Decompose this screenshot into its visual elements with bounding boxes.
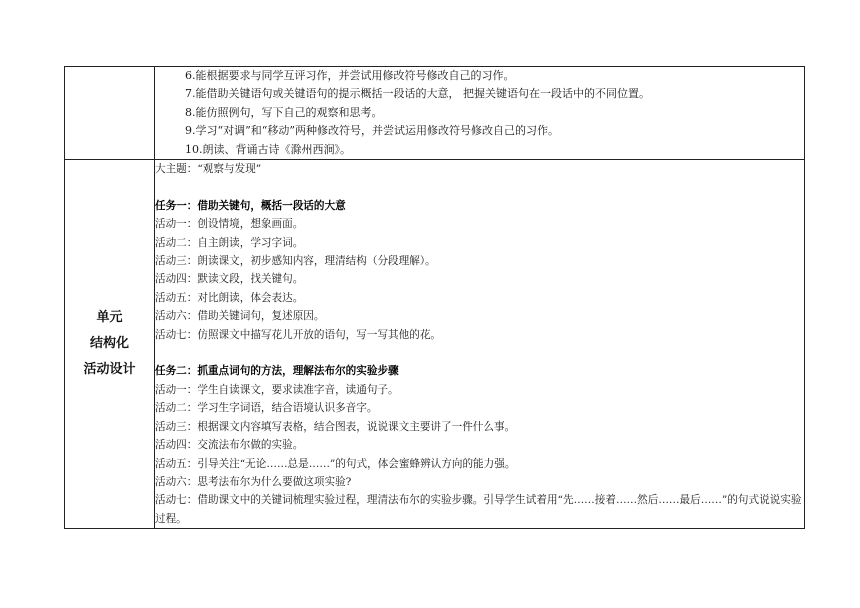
task1-title: 任务一：借助关键句，概括一段话的大意: [155, 199, 346, 212]
spacer: [155, 178, 804, 196]
goal-item: 6.能根据要求与同学互评习作，并尝试用修改符号修改自己的习作。: [185, 69, 515, 82]
task1-activity: 活动一：创设情境，想象画面。: [155, 218, 304, 231]
design-label-line: 结构化: [89, 336, 129, 352]
design-label-line: 活动设计: [83, 362, 136, 378]
goal-item: 9.学习“对调”和“移动”两种修改符号，并尝试运用修改符号修改自己的习作。: [185, 124, 559, 138]
task2-activity: 活动四：交流法布尔做的实验。: [155, 439, 304, 452]
activity-design-table: [64, 66, 805, 529]
design-row: [65, 160, 805, 529]
goal-item: 7.能借助关键语句或关键语句的提示概括一段话的大意， 把握关键语句在一段话中的不同位置。: [185, 87, 650, 101]
spacer: [155, 344, 804, 362]
task2-activity: 活动五：引导关注“无论……总是……”的句式，体会蜜蜂辨认方向的能力强。: [155, 457, 516, 470]
theme-title: 大主题：“观察与发现”: [155, 163, 262, 176]
task1-activity: 活动五：对比朗读，体会表达。: [155, 291, 304, 304]
goals-row: [65, 67, 805, 160]
goals-cell: [155, 67, 805, 160]
task2-activity: 活动七：借助课文中的关键词梳理实验过程，理清法布尔的实验步骤。引导学生试着用“先……接着……然后……最后……”的句式说说实验过程。: [155, 494, 802, 525]
task2-activity: 活动六：思考法布尔为什么要做这项实验?: [155, 475, 352, 488]
design-label-cell: [65, 160, 155, 529]
task1-activity: 活动六：借助关键词句，复述原因。: [155, 310, 325, 323]
goal-item: 10.朗读、背诵古诗《滁州西涧》。: [185, 142, 351, 156]
design-label-line: 单元: [96, 310, 123, 326]
task2-activity: 活动三：根据课文内容填写表格，结合图表，说说课文主要讲了一件什么事。: [155, 420, 516, 433]
goals-label-cell: [65, 67, 155, 160]
task1-activity: 活动七：仿照课文中描写花儿开放的语句，写一写其他的花。: [155, 328, 442, 341]
task1-activity: 活动二：自主朗读，学习字词。: [155, 236, 304, 249]
design-content-cell: [155, 160, 805, 529]
goal-item: 8.能仿照例句，写下自己的观察和思考。: [185, 105, 383, 119]
task1-activity: 活动三：朗读课文，初步感知内容，理清结构（分段理解）。: [155, 255, 436, 268]
task2-activity: 活动二：学习生字词语，结合语境认识多音字。: [155, 402, 378, 415]
task1-activity: 活动四：默读文段，找关键句。: [155, 273, 304, 286]
task2-title: 任务二：抓重点词句的方法，理解法布尔的实验步骤: [155, 365, 399, 378]
task2-activity: 活动一：学生自读课文，要求读准字音，读通句子。: [155, 383, 399, 396]
